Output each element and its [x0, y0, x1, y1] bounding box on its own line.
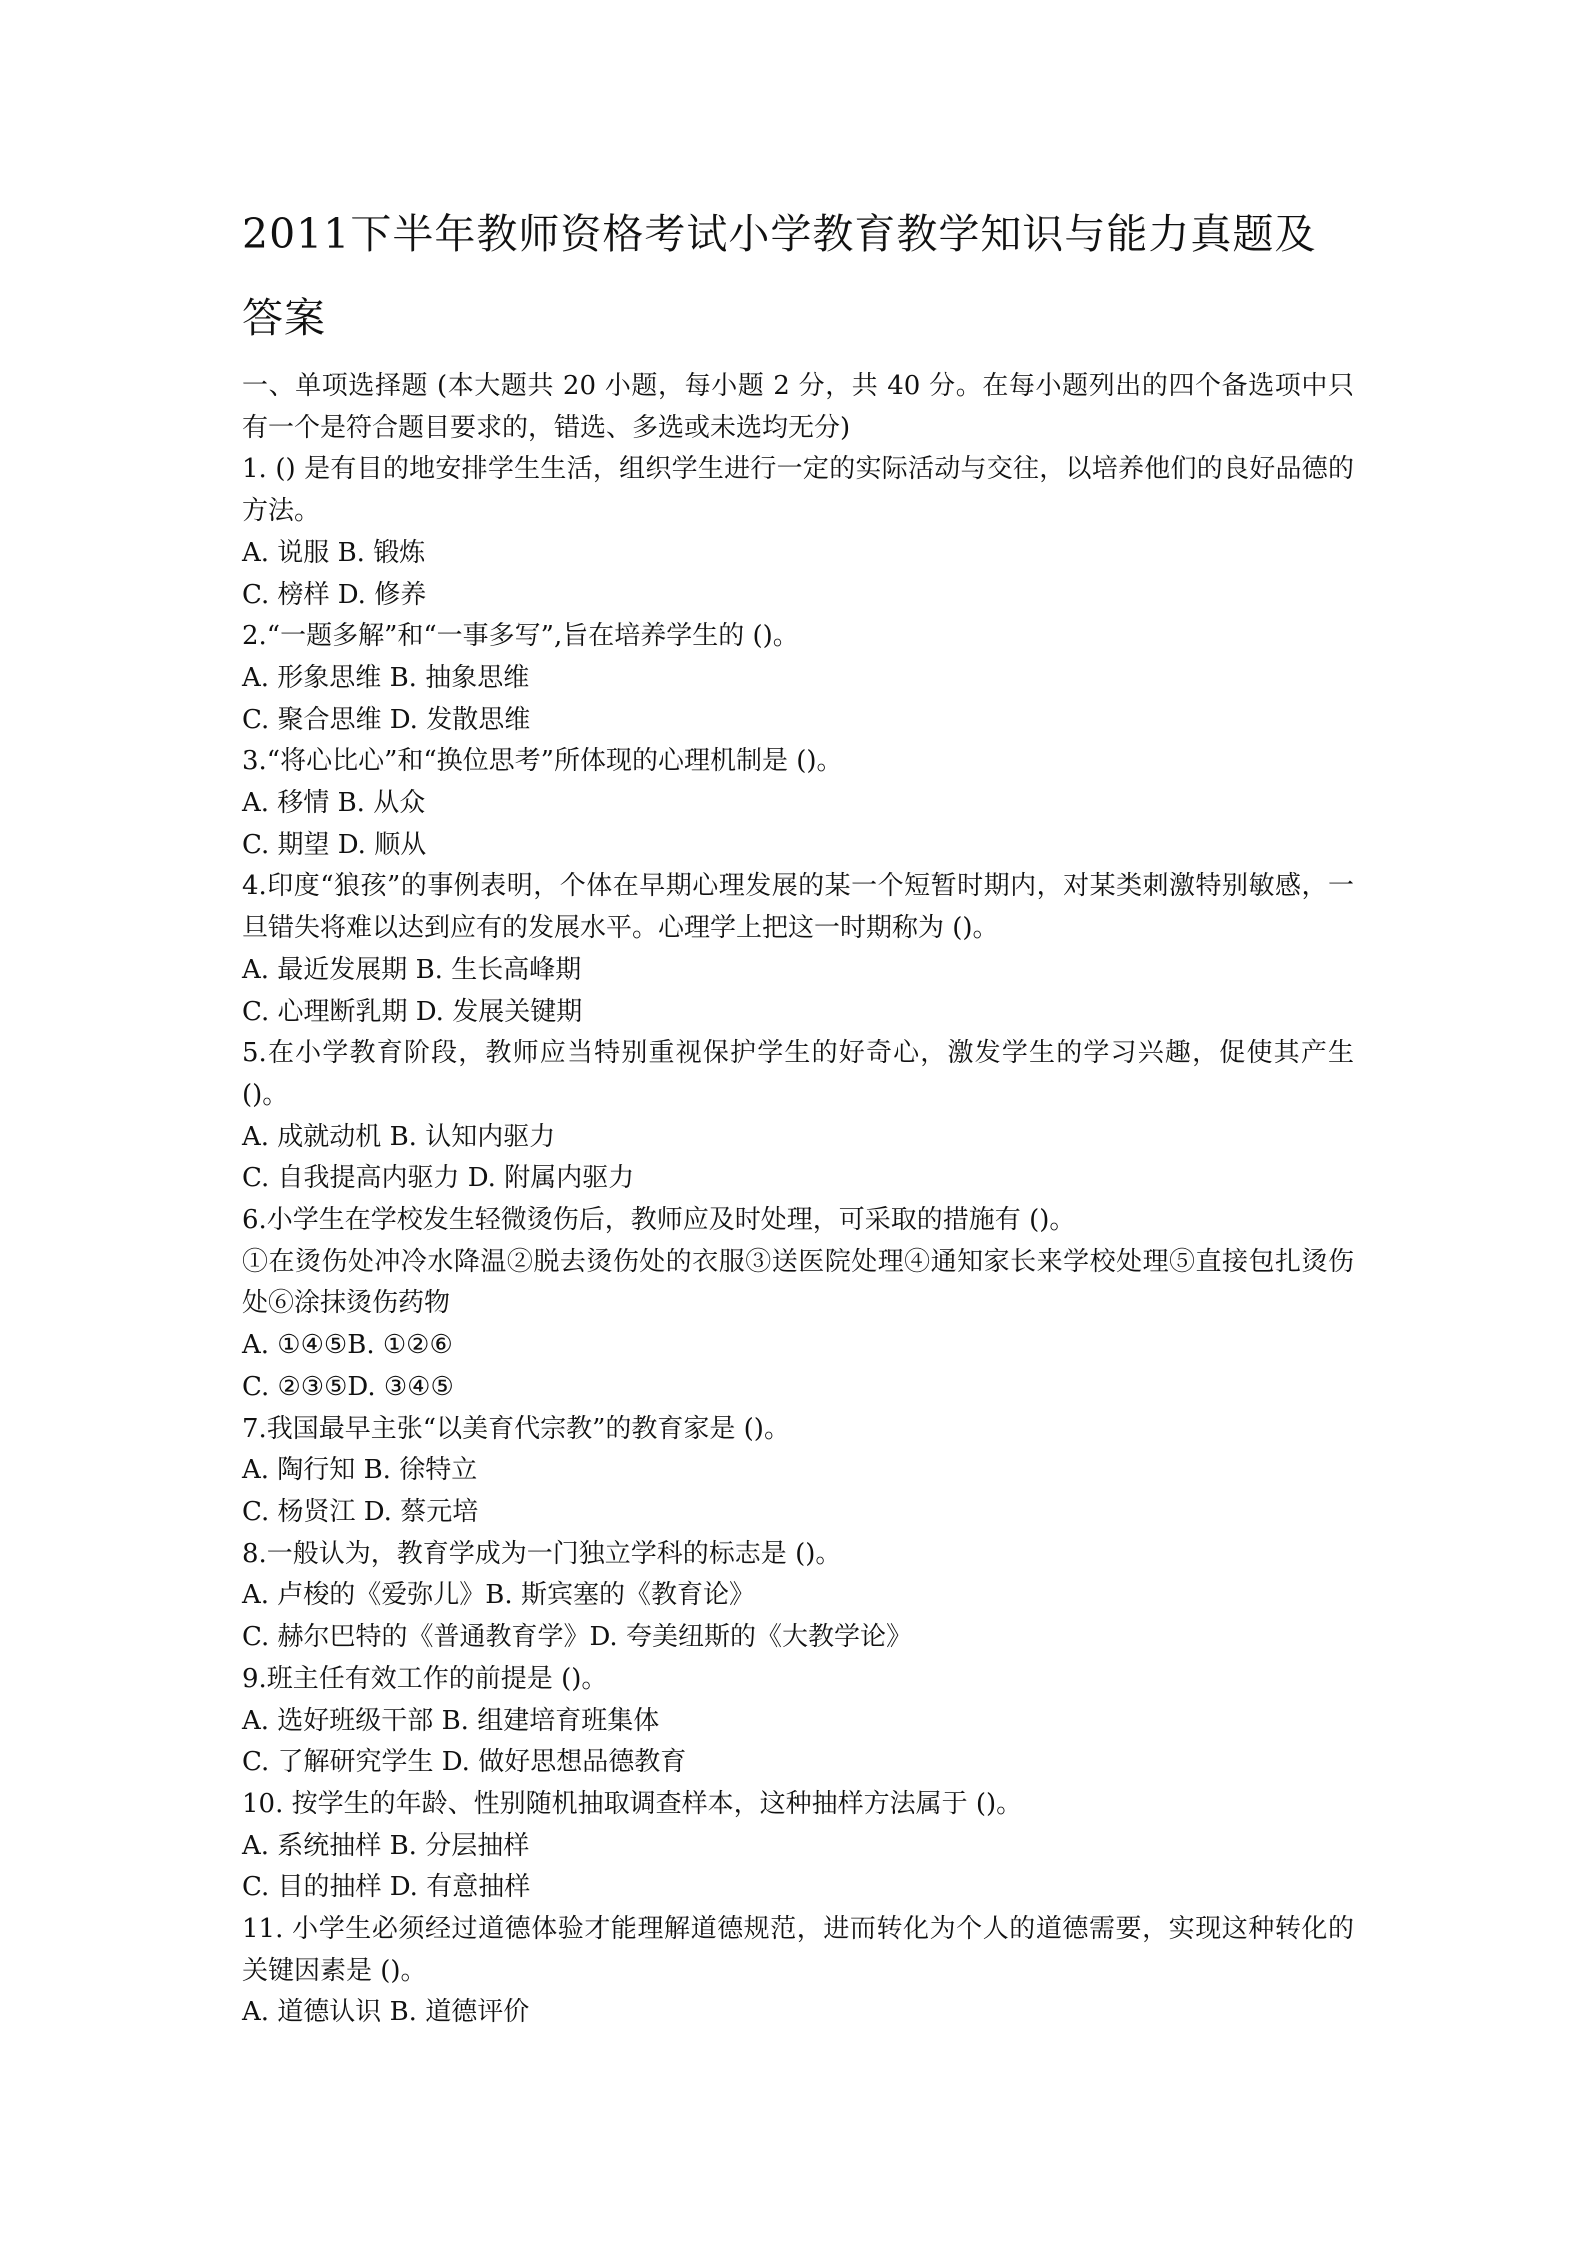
question-stem: 10. 按学生的年龄、性别随机抽取调查样本，这种抽样方法属于 ()。 — [242, 1788, 1023, 1819]
question-options: A. 成就动机 B. 认知内驱力 — [242, 1121, 556, 1152]
document-body — [242, 366, 1354, 2034]
question-options: A. 系统抽样 B. 分层抽样 — [242, 1830, 530, 1861]
question-stem: 4.印度“狼孩”的事例表明，个体在早期心理发展的某一个短暂时期内，对某类刺激特别敏感，一旦错失将难以达到应有的发展水平。心理学上把这一时期称为 ()。 — [242, 871, 1354, 944]
question-stem: 11. 小学生必须经过道德体验才能理解道德规范，进而转化为个人的道德需要，实现这种转化的关键因素是 ()。 — [242, 1914, 1354, 1986]
question-options: A. 形象思维 B. 抽象思维 — [242, 662, 530, 693]
question-extra: ①在烫伤处冲冷水降温②脱去烫伤处的衣服③送医院处理④通知家长来学校处理⑤直接包扎烫伤处⑥涂抹烫伤药物 — [242, 1246, 1354, 1319]
question-stem: 8.一般认为，教育学成为一门独立学科的标志是 ()。 — [242, 1538, 842, 1569]
document-title: 2011下半年教师资格考试小学教育教学知识与能力真题及答案 — [242, 210, 1317, 342]
question-options: A. 说服 B. 锻炼 — [242, 537, 426, 568]
question-options: C. 心理断乳期 D. 发展关键期 — [242, 996, 583, 1027]
question-options: C. 自我提高内驱力 D. 附属内驱力 — [242, 1163, 635, 1194]
question-stem: 1. () 是有目的地安排学生生活，组织学生进行一定的实际活动与交往，以培养他们的良好品德的方法。 — [242, 454, 1354, 527]
question-options: A. 选好班级干部 B. 组建培育班集体 — [242, 1705, 660, 1736]
question-options: C. ②③⑤D. ③④⑤ — [242, 1371, 454, 1402]
section-heading: 一、单项选择题 (本大题共 20 小题，每小题 2 分，共 40 分。在每小题列出的四个备选项中只有一个是符合题目要求的，错选、多选或未选均无分) — [242, 371, 1354, 443]
question-stem: 2.“一题多解”和“一事多写”,旨在培养学生的 ()。 — [242, 621, 799, 652]
question-stem: 3.“将心比心”和“换位思考”所体现的心理机制是 ()。 — [242, 746, 843, 777]
document-content — [242, 192, 1354, 2034]
question-options: A. 最近发展期 B. 生长高峰期 — [242, 954, 582, 985]
question-options: C. 榜样 D. 修养 — [242, 579, 427, 610]
question-options: C. 目的抽样 D. 有意抽样 — [242, 1872, 531, 1903]
question-options: A. 陶行知 B. 徐特立 — [242, 1455, 478, 1486]
question-options: C. 了解研究学生 D. 做好思想品德教育 — [242, 1747, 687, 1778]
question-stem: 5.在小学教育阶段，教师应当特别重视保护学生的好奇心，激发学生的学习兴趣，促使其产生 ()。 — [242, 1038, 1354, 1110]
question-options: C. 期望 D. 顺从 — [242, 829, 427, 860]
question-options: A. ①④⑤B. ①②⑥ — [242, 1330, 453, 1361]
question-options: C. 杨贤江 D. 蔡元培 — [242, 1496, 479, 1527]
question-stem: 7.我国最早主张“以美育代宗教”的教育家是 ()。 — [242, 1413, 790, 1444]
question-options: C. 赫尔巴特的《普通教育学》D. 夸美纽斯的《大教学论》 — [242, 1622, 912, 1653]
question-options: C. 聚合思维 D. 发散思维 — [242, 704, 531, 735]
question-stem: 6.小学生在学校发生轻微烫伤后，教师应及时处理，可采取的措施有 ()。 — [242, 1205, 1076, 1236]
question-options: A. 道德认识 B. 道德评价 — [242, 1997, 530, 2028]
question-stem: 9.班主任有效工作的前提是 ()。 — [242, 1663, 608, 1694]
question-options: A. 卢梭的《爱弥儿》B. 斯宾塞的《教育论》 — [242, 1580, 755, 1611]
question-options: A. 移情 B. 从众 — [242, 788, 426, 819]
